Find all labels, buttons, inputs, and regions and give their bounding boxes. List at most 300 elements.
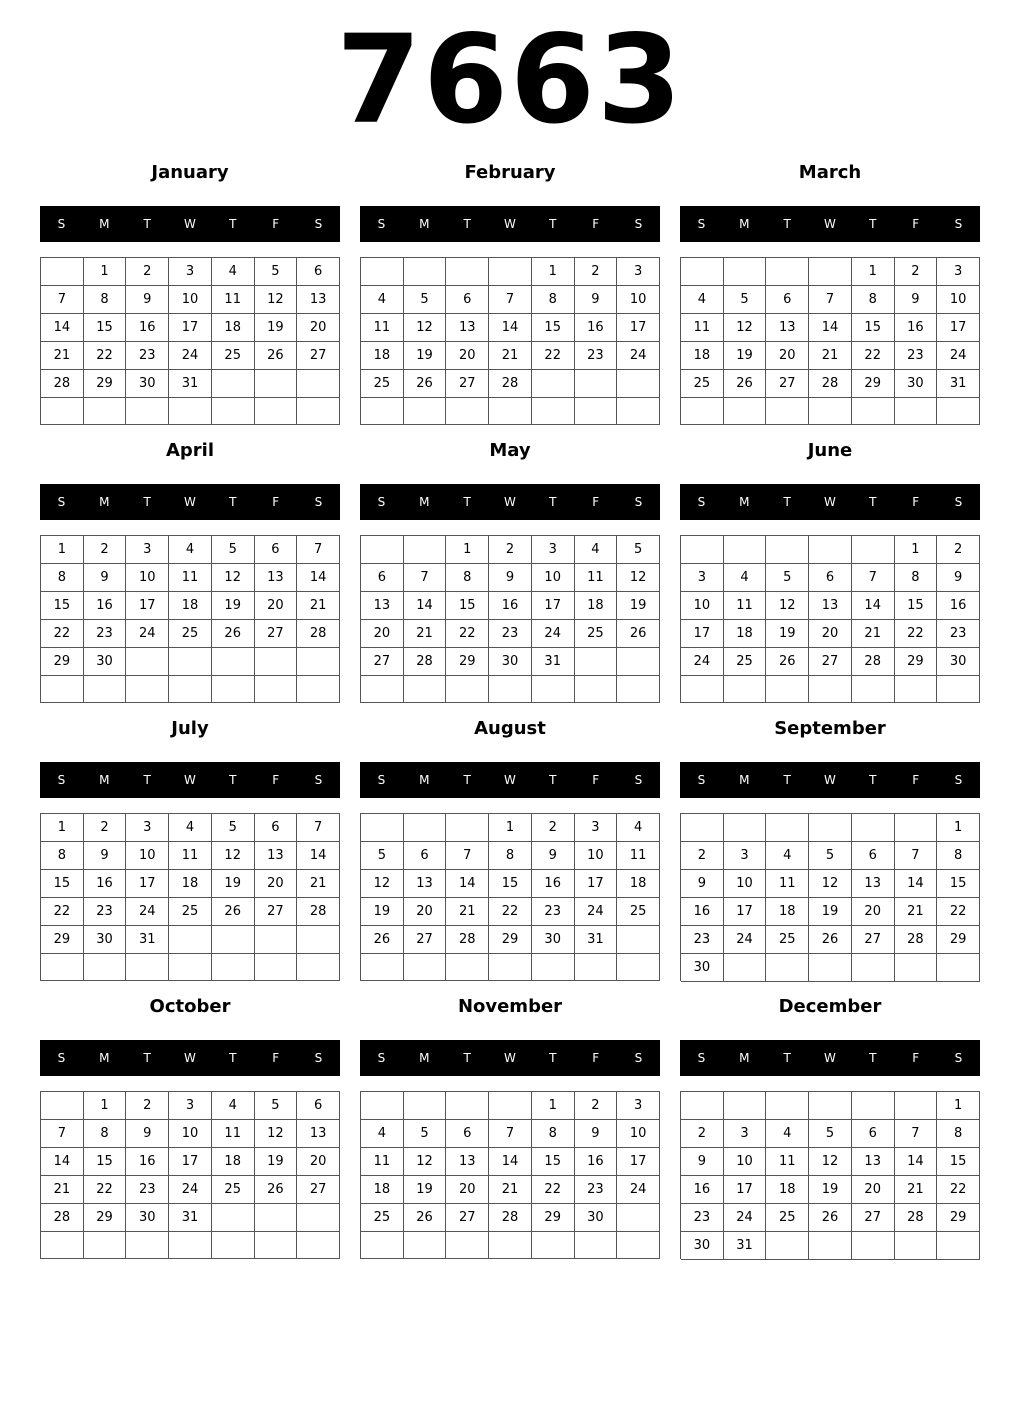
day-cell: 27 [852, 926, 895, 954]
empty-day-cell [617, 370, 660, 398]
day-cell: 28 [446, 926, 489, 954]
weekday-label: T [463, 1051, 471, 1065]
day-cell: 15 [852, 314, 895, 342]
day-cell: 10 [169, 1120, 212, 1148]
day-cell: 29 [41, 648, 84, 676]
day-cell: 31 [532, 648, 575, 676]
empty-day-cell [809, 1092, 852, 1120]
day-cell: 19 [212, 592, 255, 620]
day-grid [680, 535, 980, 703]
day-cell: 28 [852, 648, 895, 676]
day-cell: 25 [766, 1204, 809, 1232]
day-cell: 3 [169, 1092, 212, 1120]
day-cell: 10 [681, 592, 724, 620]
day-cell: 20 [446, 1176, 489, 1204]
day-cell: 14 [809, 314, 852, 342]
day-cell: 5 [809, 842, 852, 870]
day-cell: 20 [255, 870, 298, 898]
weekday-label: M [99, 1051, 110, 1065]
day-cell: 6 [446, 286, 489, 314]
empty-day-cell [724, 814, 767, 842]
empty-day-cell [575, 1232, 618, 1259]
day-cell: 12 [255, 286, 298, 314]
empty-day-cell [126, 954, 169, 981]
day-cell: 26 [404, 1204, 447, 1232]
day-cell: 4 [169, 814, 212, 842]
weekday-label: S [377, 1051, 386, 1065]
day-cell: 17 [532, 592, 575, 620]
weekday-label: T [869, 217, 877, 231]
weekday-label: W [184, 1051, 196, 1065]
empty-day-cell [169, 954, 212, 981]
empty-day-cell [446, 954, 489, 981]
day-cell: 26 [255, 1176, 298, 1204]
empty-day-cell [681, 814, 724, 842]
day-cell: 28 [895, 926, 938, 954]
empty-day-cell [937, 1232, 980, 1260]
empty-day-cell [404, 954, 447, 981]
weekday-label: W [504, 217, 516, 231]
day-cell: 27 [297, 1176, 340, 1204]
day-cell: 5 [212, 536, 255, 564]
day-cell: 9 [84, 564, 127, 592]
weekday-label: T [229, 773, 237, 787]
empty-day-cell [532, 370, 575, 398]
empty-day-cell [809, 258, 852, 286]
empty-day-cell [681, 676, 724, 703]
weekday-label: M [99, 773, 110, 787]
weekday-label: W [824, 217, 836, 231]
day-cell: 13 [446, 314, 489, 342]
empty-day-cell [766, 398, 809, 425]
day-cell: 5 [361, 842, 404, 870]
empty-day-cell [255, 1204, 298, 1232]
weekday-label: M [739, 217, 750, 231]
month-name: June [807, 440, 853, 461]
day-cell: 14 [41, 1148, 84, 1176]
day-cell: 9 [575, 286, 618, 314]
month-name: January [151, 162, 229, 183]
day-grid [680, 813, 980, 981]
day-cell: 27 [446, 1204, 489, 1232]
weekday-label: T [549, 495, 557, 509]
day-cell: 12 [809, 1148, 852, 1176]
weekday-header [680, 1040, 980, 1076]
day-cell: 24 [937, 342, 980, 370]
weekday-label: M [419, 217, 430, 231]
weekday-label: T [869, 773, 877, 787]
day-cell: 12 [766, 592, 809, 620]
empty-day-cell [724, 1092, 767, 1120]
month-name: May [489, 440, 531, 461]
day-cell: 17 [169, 1148, 212, 1176]
day-cell: 30 [575, 1204, 618, 1232]
day-cell: 4 [617, 814, 660, 842]
day-cell: 31 [169, 1204, 212, 1232]
day-cell: 22 [489, 898, 532, 926]
day-cell: 4 [212, 258, 255, 286]
day-grid [360, 813, 660, 981]
day-cell: 5 [617, 536, 660, 564]
day-cell: 24 [724, 926, 767, 954]
weekday-label: F [592, 1051, 600, 1065]
day-cell: 10 [617, 1120, 660, 1148]
empty-day-cell [255, 370, 298, 398]
day-cell: 15 [532, 1148, 575, 1176]
month-name: November [457, 996, 563, 1017]
day-cell: 13 [766, 314, 809, 342]
day-cell: 6 [809, 564, 852, 592]
weekday-label: T [143, 773, 151, 787]
day-cell: 2 [126, 1092, 169, 1120]
day-cell: 13 [255, 564, 298, 592]
day-cell: 5 [766, 564, 809, 592]
day-cell: 25 [212, 1176, 255, 1204]
day-cell: 7 [895, 842, 938, 870]
empty-day-cell [809, 954, 852, 982]
day-cell: 11 [212, 286, 255, 314]
day-cell: 23 [681, 1204, 724, 1232]
day-cell: 20 [852, 898, 895, 926]
day-cell: 9 [532, 842, 575, 870]
day-cell: 24 [126, 620, 169, 648]
day-cell: 27 [361, 648, 404, 676]
weekday-label: W [504, 773, 516, 787]
day-cell: 7 [852, 564, 895, 592]
weekday-label: S [697, 495, 706, 509]
weekday-label: S [697, 1051, 706, 1065]
weekday-label: F [912, 217, 920, 231]
weekday-label: S [697, 773, 706, 787]
empty-day-cell [361, 954, 404, 981]
day-cell: 19 [361, 898, 404, 926]
day-cell: 23 [126, 342, 169, 370]
day-cell: 26 [212, 898, 255, 926]
day-cell: 29 [937, 926, 980, 954]
weekday-label: T [143, 495, 151, 509]
day-cell: 1 [937, 1092, 980, 1120]
day-cell: 24 [724, 1204, 767, 1232]
empty-day-cell [617, 398, 660, 425]
year-title: 7663 [336, 9, 684, 151]
day-grid [40, 535, 340, 703]
day-cell: 9 [681, 870, 724, 898]
day-cell: 19 [617, 592, 660, 620]
day-cell: 21 [41, 1176, 84, 1204]
empty-day-cell [617, 1204, 660, 1232]
empty-day-cell [41, 1232, 84, 1259]
day-cell: 23 [126, 1176, 169, 1204]
day-cell: 26 [724, 370, 767, 398]
day-cell: 2 [126, 258, 169, 286]
day-cell: 15 [84, 1148, 127, 1176]
day-cell: 27 [852, 1204, 895, 1232]
day-cell: 13 [297, 286, 340, 314]
weekday-header [360, 206, 660, 242]
empty-day-cell [681, 536, 724, 564]
empty-day-cell [84, 1232, 127, 1259]
day-cell: 8 [895, 564, 938, 592]
day-cell: 6 [404, 842, 447, 870]
weekday-label: T [783, 217, 791, 231]
day-cell: 22 [446, 620, 489, 648]
day-cell: 9 [575, 1120, 618, 1148]
day-cell: 24 [169, 1176, 212, 1204]
day-cell: 18 [212, 314, 255, 342]
empty-day-cell [532, 398, 575, 425]
empty-day-cell [895, 1232, 938, 1260]
day-cell: 1 [532, 258, 575, 286]
weekday-label: T [143, 217, 151, 231]
day-cell: 17 [126, 870, 169, 898]
day-cell: 23 [532, 898, 575, 926]
empty-day-cell [575, 648, 618, 676]
day-cell: 8 [937, 1120, 980, 1148]
empty-day-cell [446, 814, 489, 842]
day-cell: 15 [489, 870, 532, 898]
day-cell: 31 [724, 1232, 767, 1260]
weekday-label: T [783, 773, 791, 787]
day-cell: 14 [297, 564, 340, 592]
day-cell: 30 [84, 926, 127, 954]
empty-day-cell [575, 398, 618, 425]
day-cell: 8 [937, 842, 980, 870]
day-cell: 13 [361, 592, 404, 620]
empty-day-cell [84, 676, 127, 703]
weekday-label: S [57, 773, 66, 787]
day-cell: 29 [937, 1204, 980, 1232]
empty-day-cell [852, 1232, 895, 1260]
day-cell: 25 [766, 926, 809, 954]
day-cell: 21 [297, 870, 340, 898]
empty-day-cell [361, 1232, 404, 1259]
day-cell: 15 [446, 592, 489, 620]
empty-day-cell [446, 258, 489, 286]
day-cell: 30 [937, 648, 980, 676]
day-cell: 3 [724, 842, 767, 870]
month-name: February [464, 162, 556, 183]
day-cell: 28 [489, 1204, 532, 1232]
day-cell: 25 [212, 342, 255, 370]
day-cell: 2 [575, 258, 618, 286]
day-cell: 6 [255, 536, 298, 564]
day-cell: 28 [41, 370, 84, 398]
day-cell: 20 [446, 342, 489, 370]
day-cell: 1 [895, 536, 938, 564]
empty-day-cell [895, 814, 938, 842]
day-cell: 14 [41, 314, 84, 342]
day-cell: 13 [297, 1120, 340, 1148]
day-cell: 13 [404, 870, 447, 898]
day-cell: 1 [446, 536, 489, 564]
day-cell: 17 [617, 314, 660, 342]
weekday-header [40, 762, 340, 798]
weekday-label: S [954, 495, 963, 509]
empty-day-cell [532, 1232, 575, 1259]
day-cell: 21 [489, 342, 532, 370]
empty-day-cell [41, 676, 84, 703]
day-cell: 19 [724, 342, 767, 370]
day-cell: 15 [895, 592, 938, 620]
day-cell: 22 [937, 1176, 980, 1204]
empty-day-cell [617, 676, 660, 703]
day-cell: 5 [404, 286, 447, 314]
weekday-label: T [229, 217, 237, 231]
weekday-label: T [229, 495, 237, 509]
empty-day-cell [681, 258, 724, 286]
day-cell: 27 [255, 620, 298, 648]
day-cell: 1 [84, 1092, 127, 1120]
day-cell: 14 [489, 1148, 532, 1176]
day-cell: 23 [489, 620, 532, 648]
month-name: August [474, 718, 546, 739]
empty-day-cell [169, 676, 212, 703]
day-cell: 4 [681, 286, 724, 314]
day-cell: 20 [404, 898, 447, 926]
weekday-label: S [57, 495, 66, 509]
weekday-label: F [912, 495, 920, 509]
day-cell: 2 [895, 258, 938, 286]
day-cell: 24 [126, 898, 169, 926]
empty-day-cell [852, 1092, 895, 1120]
day-cell: 4 [766, 1120, 809, 1148]
empty-day-cell [766, 258, 809, 286]
empty-day-cell [575, 370, 618, 398]
day-cell: 28 [297, 620, 340, 648]
empty-day-cell [809, 1232, 852, 1260]
day-cell: 12 [617, 564, 660, 592]
day-cell: 7 [297, 814, 340, 842]
day-cell: 12 [361, 870, 404, 898]
day-cell: 27 [766, 370, 809, 398]
day-cell: 10 [724, 870, 767, 898]
weekday-label: T [463, 495, 471, 509]
weekday-label: T [783, 495, 791, 509]
weekday-label: T [463, 217, 471, 231]
weekday-label: S [57, 217, 66, 231]
day-cell: 4 [361, 1120, 404, 1148]
empty-day-cell [937, 676, 980, 703]
day-cell: 11 [169, 564, 212, 592]
day-cell: 29 [84, 1204, 127, 1232]
weekday-label: S [954, 1051, 963, 1065]
empty-day-cell [446, 1092, 489, 1120]
day-cell: 31 [169, 370, 212, 398]
day-cell: 2 [532, 814, 575, 842]
empty-day-cell [617, 926, 660, 954]
day-cell: 12 [404, 314, 447, 342]
day-cell: 29 [895, 648, 938, 676]
day-cell: 31 [126, 926, 169, 954]
day-cell: 10 [937, 286, 980, 314]
day-cell: 5 [255, 1092, 298, 1120]
weekday-label: S [314, 217, 323, 231]
day-cell: 12 [809, 870, 852, 898]
day-cell: 30 [895, 370, 938, 398]
empty-day-cell [126, 648, 169, 676]
day-cell: 16 [84, 592, 127, 620]
day-cell: 9 [84, 842, 127, 870]
day-cell: 18 [169, 592, 212, 620]
day-cell: 18 [361, 1176, 404, 1204]
empty-day-cell [489, 1232, 532, 1259]
day-cell: 14 [895, 1148, 938, 1176]
day-cell: 9 [126, 286, 169, 314]
empty-day-cell [681, 398, 724, 425]
empty-day-cell [361, 676, 404, 703]
day-cell: 8 [532, 286, 575, 314]
empty-day-cell [212, 648, 255, 676]
empty-day-cell [404, 536, 447, 564]
day-cell: 10 [126, 564, 169, 592]
day-cell: 1 [852, 258, 895, 286]
day-cell: 6 [766, 286, 809, 314]
weekday-header [680, 206, 980, 242]
day-cell: 7 [446, 842, 489, 870]
day-cell: 19 [255, 1148, 298, 1176]
day-cell: 20 [297, 1148, 340, 1176]
day-cell: 12 [724, 314, 767, 342]
day-cell: 26 [617, 620, 660, 648]
day-cell: 18 [724, 620, 767, 648]
day-cell: 16 [489, 592, 532, 620]
day-cell: 29 [489, 926, 532, 954]
day-cell: 27 [404, 926, 447, 954]
day-cell: 28 [41, 1204, 84, 1232]
day-grid [40, 1091, 340, 1259]
day-cell: 3 [617, 1092, 660, 1120]
weekday-header [360, 484, 660, 520]
day-cell: 15 [937, 870, 980, 898]
day-cell: 28 [809, 370, 852, 398]
day-cell: 8 [41, 842, 84, 870]
empty-day-cell [809, 398, 852, 425]
empty-day-cell [404, 1232, 447, 1259]
day-cell: 21 [446, 898, 489, 926]
day-cell: 8 [41, 564, 84, 592]
day-cell: 22 [41, 898, 84, 926]
day-cell: 20 [852, 1176, 895, 1204]
empty-day-cell [766, 676, 809, 703]
day-cell: 23 [575, 1176, 618, 1204]
day-cell: 1 [41, 536, 84, 564]
empty-day-cell [297, 648, 340, 676]
empty-day-cell [126, 398, 169, 425]
day-cell: 10 [532, 564, 575, 592]
empty-day-cell [852, 398, 895, 425]
day-cell: 24 [532, 620, 575, 648]
day-grid [360, 1091, 660, 1259]
day-cell: 31 [575, 926, 618, 954]
empty-day-cell [361, 1092, 404, 1120]
weekday-label: W [824, 773, 836, 787]
empty-day-cell [84, 954, 127, 981]
day-cell: 8 [489, 842, 532, 870]
empty-day-cell [361, 398, 404, 425]
empty-day-cell [84, 398, 127, 425]
day-cell: 17 [126, 592, 169, 620]
day-cell: 3 [126, 814, 169, 842]
month-name: October [149, 996, 231, 1017]
empty-day-cell [126, 1232, 169, 1259]
day-cell: 19 [766, 620, 809, 648]
weekday-label: M [419, 495, 430, 509]
empty-day-cell [532, 954, 575, 981]
day-cell: 8 [84, 286, 127, 314]
day-cell: 11 [766, 1148, 809, 1176]
empty-day-cell [255, 676, 298, 703]
day-cell: 18 [617, 870, 660, 898]
